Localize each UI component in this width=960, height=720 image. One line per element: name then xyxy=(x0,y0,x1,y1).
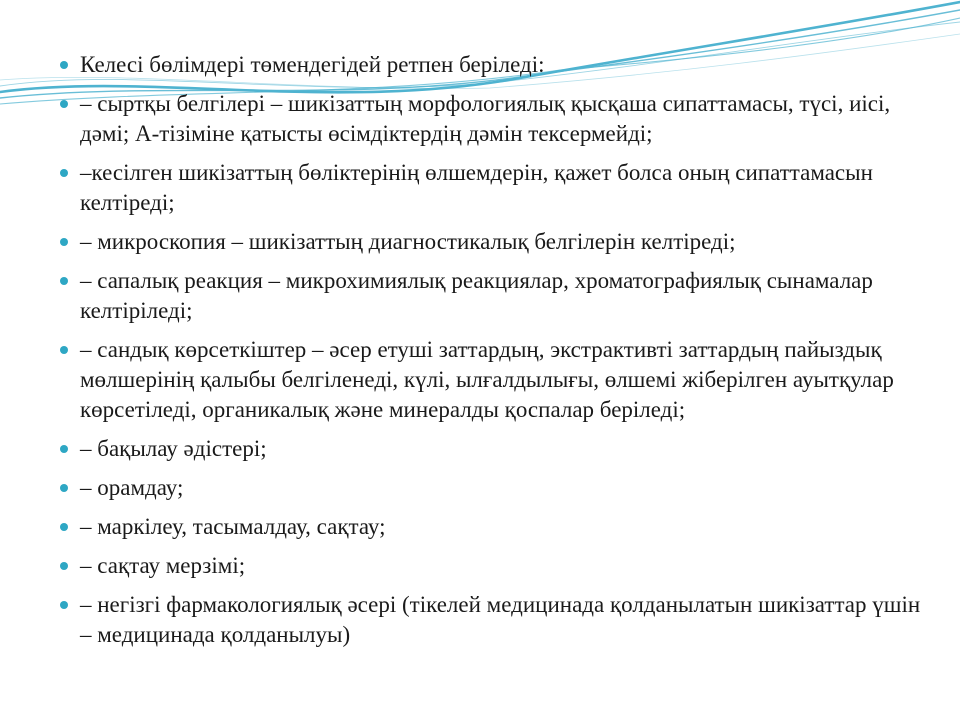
bullet-dot-icon xyxy=(60,277,68,285)
bullet-text: – бақылау әдістері; xyxy=(80,436,267,461)
bullet-dot-icon xyxy=(60,601,68,609)
bullet-dot-icon xyxy=(60,445,68,453)
bullet-text: – сапалық реакция – микрохимиялық реакциялар, хроматографиялық сынамалар келтіріледі; xyxy=(80,268,873,323)
bullet-item xyxy=(60,551,932,581)
bullet-item xyxy=(60,434,932,464)
bullet-item xyxy=(60,266,932,326)
bullet-text: – сақтау мерзімі; xyxy=(80,553,246,578)
bullet-dot-icon xyxy=(60,169,68,177)
bullet-dot-icon xyxy=(60,61,68,69)
bullet-item xyxy=(60,590,932,650)
bullet-text: – сандық көрсеткіштер – әсер етуші заттардың, экстрактивті заттардың пайыздық мөлшерінің қалыбы белгіленеді, күлі, ылғалдылығы, өлшемі жіберілген ауытқулар көрсетіледі, органикалық және минералды қоспалар беріледі; xyxy=(80,337,894,422)
bullet-dot-icon xyxy=(60,238,68,246)
bullet-dot-icon xyxy=(60,100,68,108)
bullet-item xyxy=(60,473,932,503)
bullet-text: – негізгі фармакологиялық әсері (тікелей медицинада қолданылатын шикізаттар үшін – медицинада қолданылуы) xyxy=(80,592,921,647)
bullet-list xyxy=(60,50,932,659)
bullet-dot-icon xyxy=(60,484,68,492)
bullet-text: Келесі бөлімдері төмендегідей ретпен беріледі: xyxy=(80,52,545,77)
bullet-item xyxy=(60,50,932,80)
bullet-item xyxy=(60,158,932,218)
bullet-text: – сыртқы белгілері – шикізаттың морфологиялық қысқаша сипаттамасы, түсі, иісі, дәмі; А-тізіміне қатысты өсімдіктердің дәмін тексермейді; xyxy=(80,91,891,146)
bullet-text: – маркілеу, тасымалдау, сақтау; xyxy=(80,514,386,539)
bullet-dot-icon xyxy=(60,562,68,570)
bullet-item xyxy=(60,335,932,425)
bullet-item xyxy=(60,227,932,257)
bullet-item xyxy=(60,512,932,542)
bullet-dot-icon xyxy=(60,346,68,354)
bullet-item xyxy=(60,89,932,149)
bullet-text: – орамдау; xyxy=(80,475,184,500)
bullet-text: –кесілген шикізаттың бөліктерінің өлшемдерін, қажет болса оның сипаттамасын келтіреді; xyxy=(80,160,873,215)
bullet-dot-icon xyxy=(60,523,68,531)
bullet-text: – микроскопия – шикізаттың диагностикалық белгілерін келтіреді; xyxy=(80,229,736,254)
